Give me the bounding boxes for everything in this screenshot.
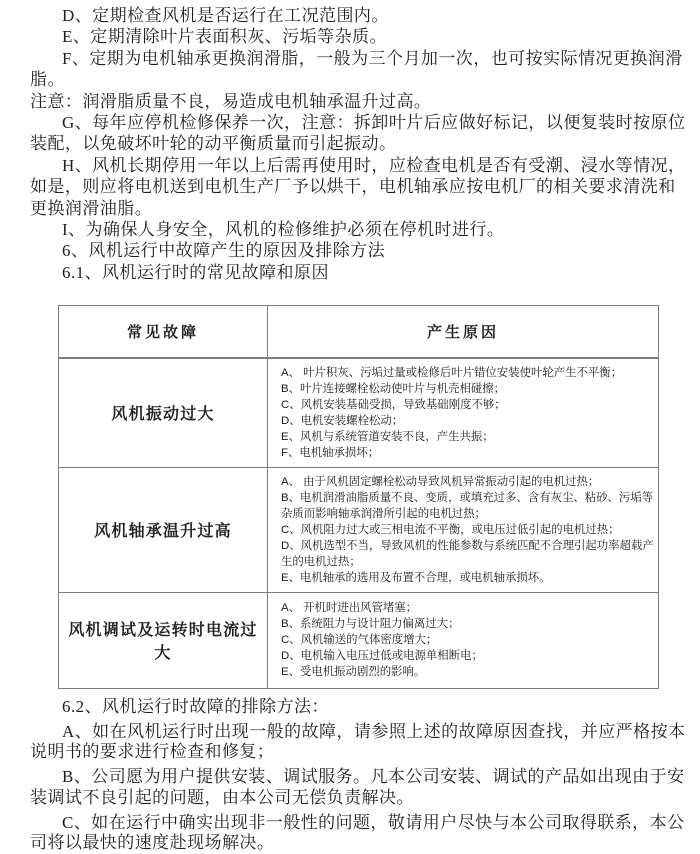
paragraph-line: E、定期清除叶片表面积灰、污垢等杂质。 [62,27,387,47]
cause-line: D、风机选型不当，导致风机的性能参数与系统匹配不合理引起功率超载产 [281,539,654,552]
paragraph-line: F、定期为电机轴承更换润滑脂，一般为三个月加一次，也可按实际情况更换润滑 [62,48,683,68]
fault-name-cell: 风机调试及运转时电流过大 [59,592,268,688]
paragraph-line: 说明书的要求进行检查和修复； [30,742,275,762]
cause-line: E、电机轴承的选用及布置不合理，或电机轴承损坏。 [281,571,551,584]
paragraph-line: 6.1、风机运行时的常见故障和原因 [62,262,329,282]
outro-section [30,697,695,854]
paragraph-line: 6、风机运行中故障产生的原因及排除方法 [62,241,386,261]
cause-line: B、电机润滑油脂质量不良、变质，或填充过多、含有灰尘、粘砂、污垢等 [281,491,654,504]
fault-name-cell: 风机轴承温升过高 [59,467,268,592]
causes-cell [268,592,659,688]
fault-table-header-cause: 产生原因 [268,306,659,358]
paragraph [30,767,695,808]
fault-table-row [59,358,659,468]
paragraph [30,722,695,763]
fault-table-header-row [59,306,659,358]
paragraph-line: 如是，则应将电机送到电机生产厂予以烘干，电机轴承应按电机厂的相关要求清洗和 [30,177,676,197]
cause-line: D、电机安装螺栓松动； [281,414,404,427]
cause-line: E、风机与系统管道安装不良，产生共振； [281,430,494,443]
paragraph [30,48,695,91]
cause-line: E、受电机振动剧烈的影响。 [281,666,426,679]
fault-name-cell: 风机振动过大 [59,358,268,468]
cause-line: B、叶片连接螺栓松动使叶片与机壳相碰擦； [281,382,506,395]
causes-cell [268,467,659,592]
paragraph-line: 注意：润滑脂质量不良，易造成电机轴承温升过高。 [30,91,432,111]
paragraph-line: H、风机长期停用一年以上后需再使用时，应检查电机是否有受潮、浸水等情况， [62,155,686,175]
paragraph-line: D、定期检查风机是否运行在工况范围内。 [62,6,389,25]
fault-table [58,305,659,689]
cause-line: A、 由于风机固定螺栓松动导致风机异常振动引起的电机过热； [281,475,600,488]
paragraph [30,26,695,47]
paragraph [30,262,695,283]
cause-line: 杂质而影响轴承润滑所引起的电机过热； [281,507,487,520]
cause-line: D、电机输入电压过低或电源单相断电； [281,650,483,663]
paragraph [30,155,695,219]
paragraph-line: 更换润滑油脂。 [30,198,153,218]
paragraph [30,697,695,718]
fault-table-header-fault: 常见故障 [59,306,268,358]
cause-line: C、风机安装基础受损，导致基础刚度不够； [281,398,506,411]
causes-cell [268,358,659,468]
paragraph-line: A、如在风机运行时出现一般的故障，请参照上述的故障原因查找，并应严格按本 [62,721,686,741]
fault-table-row [59,592,659,688]
paragraph [30,240,695,261]
paragraph-line: 6.2、风机运行时故障的排除方法： [62,696,329,716]
paragraph-line: 装调试不良引起的问题，由本公司无偿负责解决。 [30,787,414,807]
cause-line: C、风机输送的气体密度增大； [281,634,438,647]
paragraph-line: B、公司愿为用户提供安装、调试服务。凡本公司安装、调试的产品如出现由于安 [62,767,685,787]
cause-line: C、风机阻力过大或三相电流不平衡，或电压过低引起的电机过热； [281,523,620,536]
paragraph [30,5,695,26]
cause-line: A、 开机时进出风管堵塞； [281,602,418,615]
paragraph-line: I、为确保人身安全，风机的检修维护必须在停机时进行。 [62,220,505,240]
paragraph-line: C、如在运行中确实出现非一般性的问题，敬请用户尽快与本公司取得联系，本公 [62,812,685,832]
fault-table-row [59,467,659,592]
paragraph-line: 脂。 [30,70,65,90]
cause-line: 生的电机过热； [281,555,361,568]
cause-line: A、 叶片积灰、污垢过量或检修后叶片错位安装使叶轮产生不平衡； [281,366,623,379]
intro-section [30,5,695,283]
paragraph-line: 装配，以免破坏叶轮的动平衡质量而引起振动。 [30,134,397,154]
paragraph [30,813,695,854]
paragraph [30,112,695,155]
paragraph-line: G、每年应停机检修保养一次，注意：拆卸叶片后应做好标记，以便复装时按原位 [62,113,686,133]
cause-line: F、电机轴承损坏； [281,446,380,459]
paragraph-line: 司将以最快的速度赴现场解决。 [30,833,275,853]
paragraph [30,91,695,112]
cause-line: B、系统阻力与设计阻力偏离过大； [281,618,460,631]
paragraph [30,219,695,240]
